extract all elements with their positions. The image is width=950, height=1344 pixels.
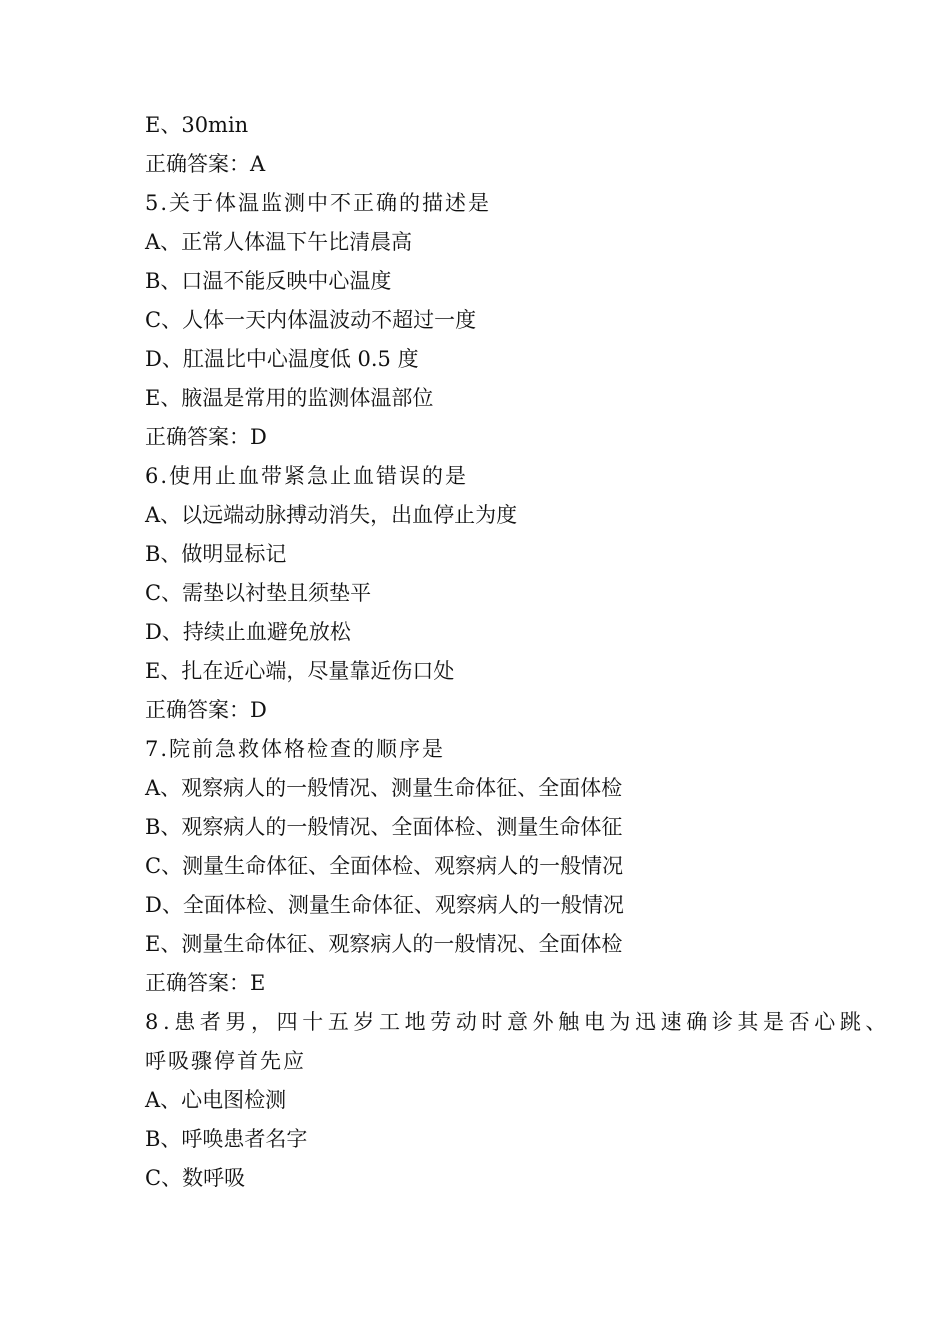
option-text: E、腋温是常用的监测体温部位 [145, 386, 434, 410]
question-text: 5.关于体温监测中不正确的描述是 [145, 191, 492, 215]
option-text: B、呼唤患者名字 [145, 1127, 308, 1151]
answer-text: 正确答案：A [145, 152, 266, 176]
option-text: B、观察病人的一般情况、全面体检、测量生命体征 [145, 815, 623, 839]
option-text: B、做明显标记 [145, 542, 287, 566]
question-text-block [145, 106, 892, 1198]
option-text: E、测量生命体征、观察病人的一般情况、全面体检 [145, 932, 623, 956]
option-text: E、扎在近心端，尽量靠近伤口处 [145, 659, 455, 683]
option-text: E、30min [145, 113, 249, 137]
option-text: C、人体一天内体温波动不超过一度 [145, 308, 477, 332]
option-text: D、全面体检、测量生命体征、观察病人的一般情况 [145, 893, 624, 917]
option-text: A、以远端动脉搏动消失，出血停止为度 [145, 503, 518, 527]
option-text: C、测量生命体征、全面体检、观察病人的一般情况 [145, 854, 624, 878]
answer-text: 正确答案：D [145, 425, 267, 449]
answer-text: 正确答案：E [145, 971, 266, 995]
question-text: 6.使用止血带紧急止血错误的是 [145, 464, 469, 488]
question-text-continued: 呼吸骤停首先应 [145, 1049, 306, 1073]
question-text: 8.患者男，四十五岁工地劳动时意外触电为迅速确诊其是否心跳、 [145, 1010, 892, 1034]
option-text: A、心电图检测 [145, 1088, 287, 1112]
option-text: D、持续止血避免放松 [145, 620, 351, 644]
option-text: A、正常人体温下午比清晨高 [145, 230, 413, 254]
option-text: A、观察病人的一般情况、测量生命体征、全面体检 [145, 776, 623, 800]
option-text: C、数呼吸 [145, 1166, 246, 1190]
option-text: B、口温不能反映中心温度 [145, 269, 392, 293]
question-text: 7.院前急救体格检查的顺序是 [145, 737, 446, 761]
option-text: D、肛温比中心温度低 0.5 度 [145, 347, 419, 371]
option-text: C、需垫以衬垫且须垫平 [145, 581, 372, 605]
answer-text: 正确答案：D [145, 698, 267, 722]
